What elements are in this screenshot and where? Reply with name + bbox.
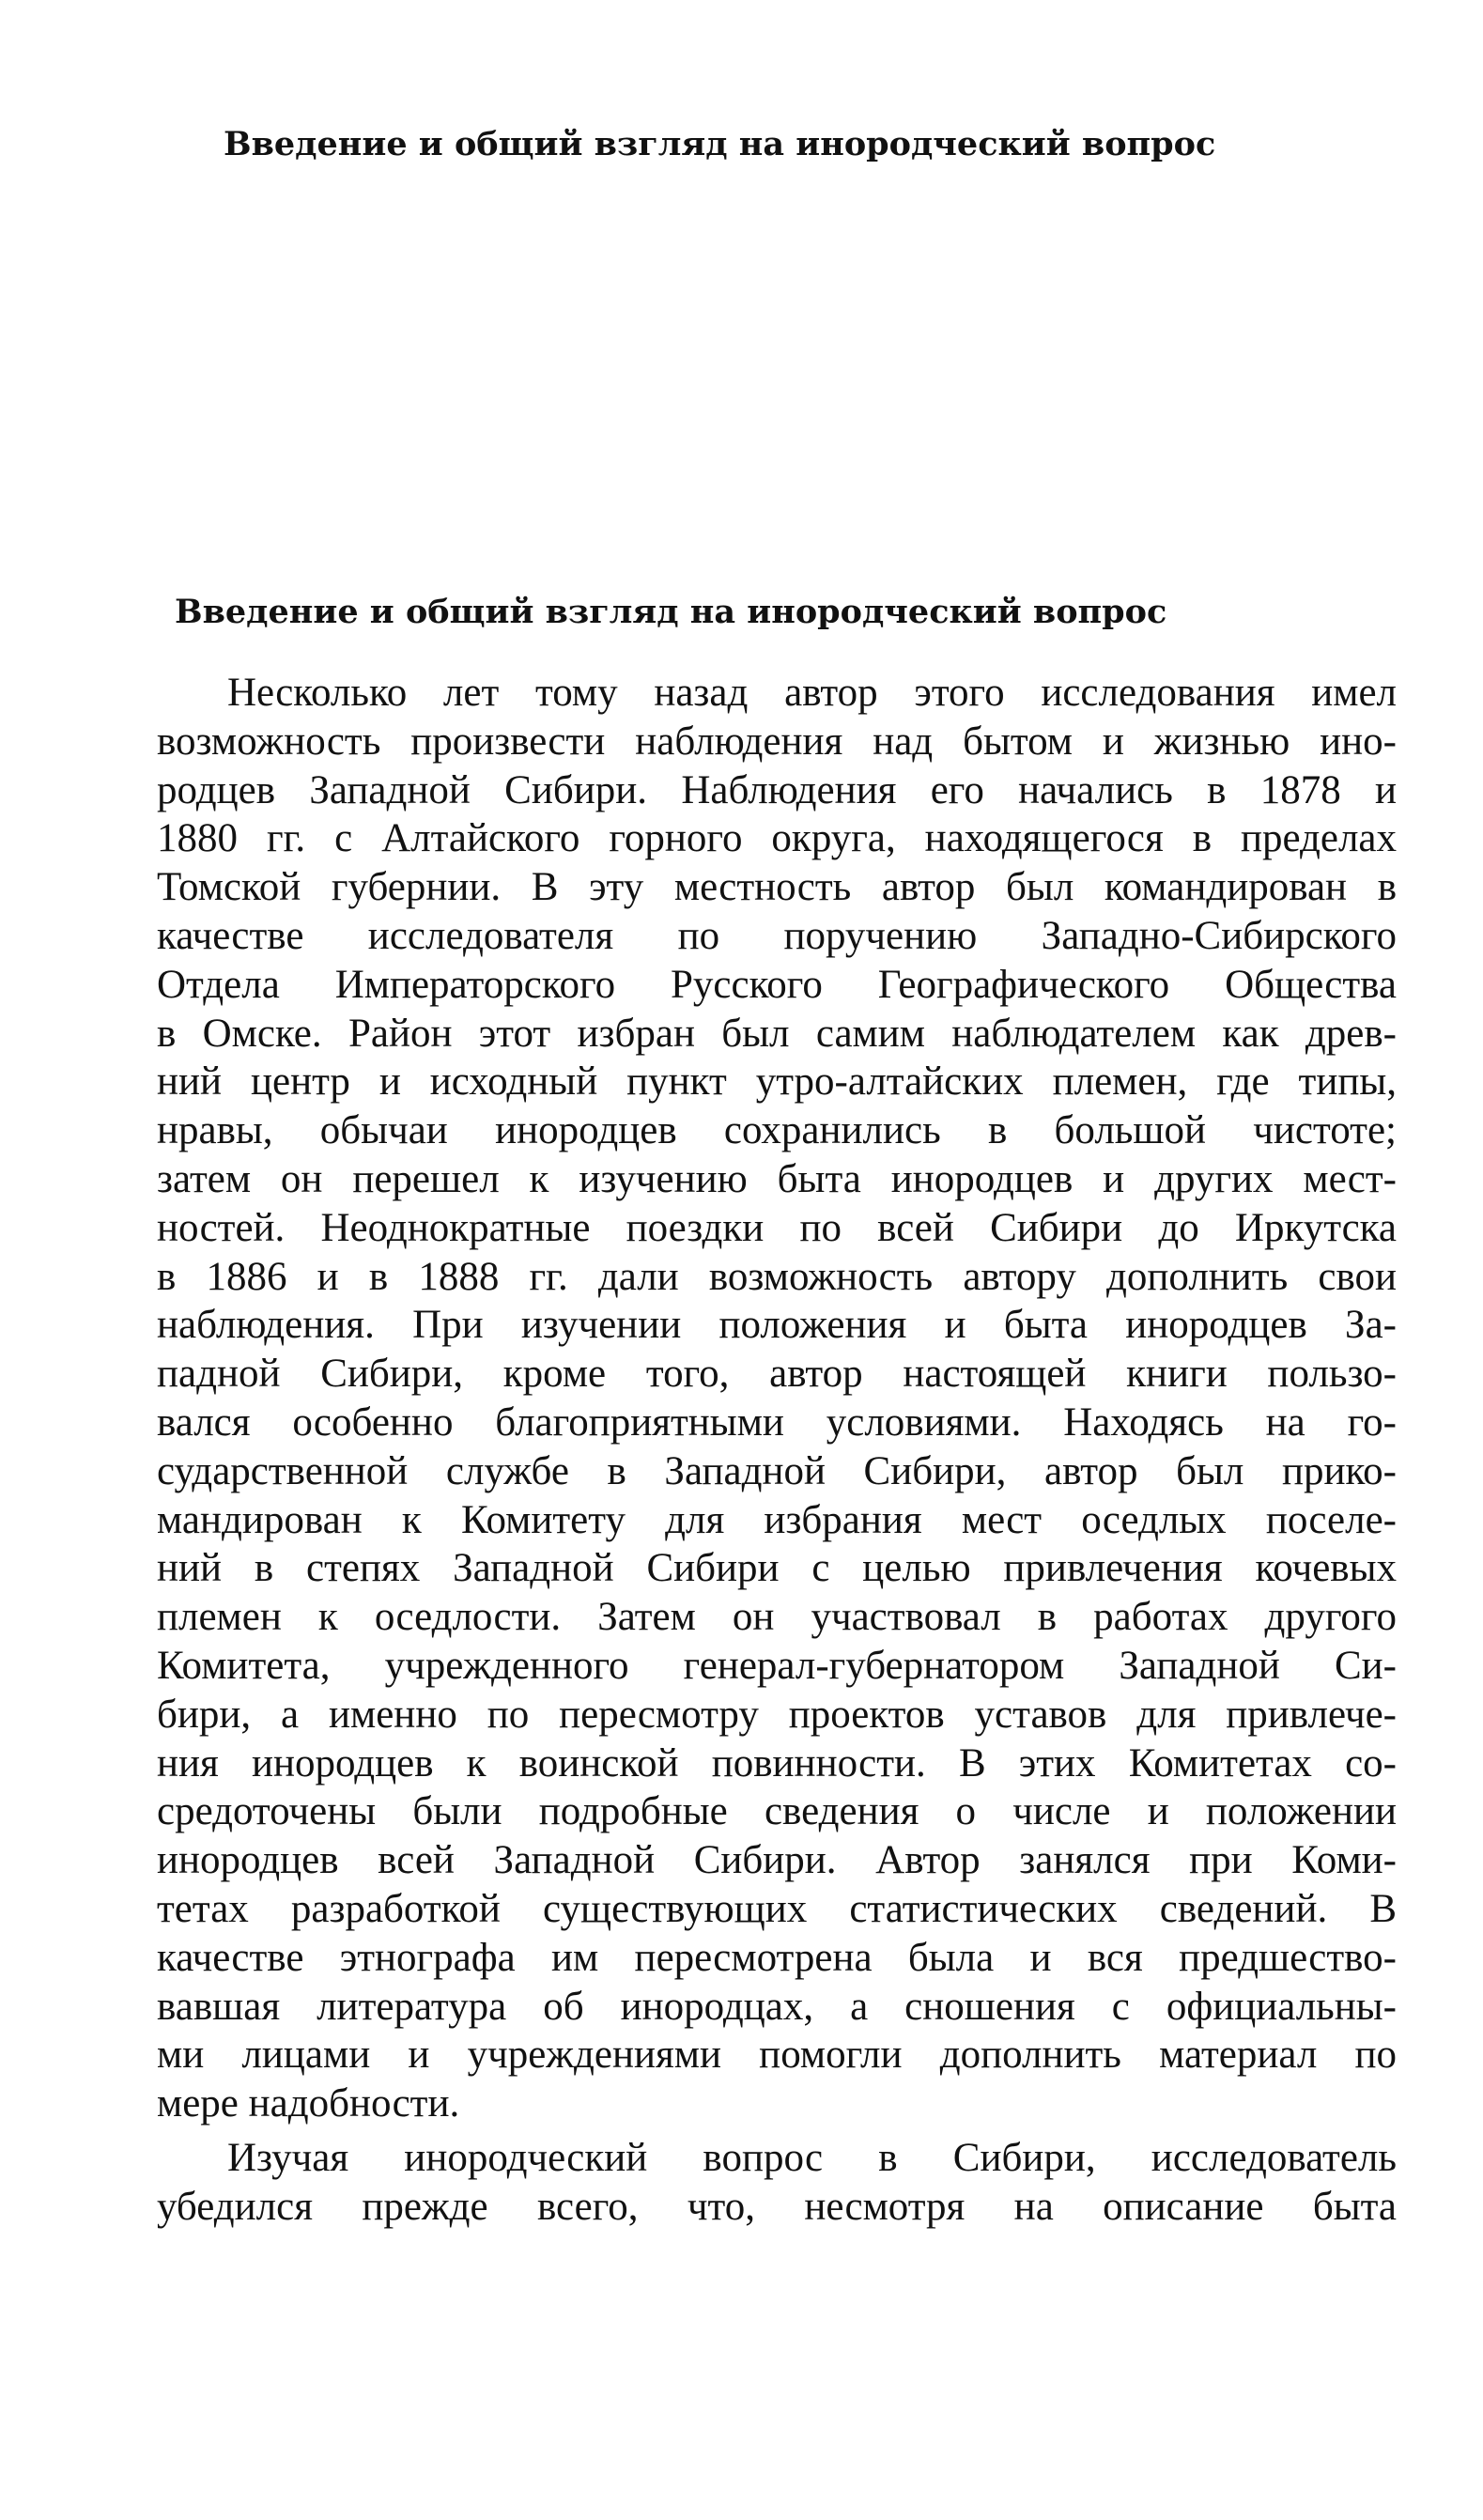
text-line: вался особенно благоприятными условиями. Находясь на го- xyxy=(157,1399,1397,1445)
text-line: тетах разработкой существующих статистических сведений. В xyxy=(157,1886,1397,1931)
text-line: средоточены были подробные сведения о числе и положении xyxy=(157,1789,1397,1834)
text-line: родцев Западной Сибири. Наблюдения его начались в 1878 и xyxy=(157,767,1397,812)
text-line: качестве исследователя по поручению Западно-Сибирского xyxy=(157,913,1397,958)
paragraph-1 xyxy=(157,669,1397,2128)
text-line: в 1886 и в 1888 гг. дали возможность автору дополнить свои xyxy=(157,1254,1397,1299)
text-line: ностей. Неоднократные поездки по всей Сибири до Иркутска xyxy=(157,1205,1397,1250)
text-line: ми лицами и учреждениями помогли дополнить материал по xyxy=(157,2033,1397,2078)
text-line: возможность произвести наблюдения над бытом и жизнью ино- xyxy=(157,719,1397,764)
text-line: Несколько лет тому назад автор этого исследования имел xyxy=(227,671,1397,715)
text-line: 1880 гг. с Алтайского горного округа, находящегося в пределах xyxy=(157,816,1397,861)
text-line: сударственной службе в Западной Сибири, автор был прико- xyxy=(157,1448,1397,1493)
text-line: племен к оседлости. Затем он участвовал в работах другого xyxy=(157,1595,1397,1640)
section-title: Введение и общий взгляд на инородческий вопрос xyxy=(175,593,1167,631)
text-line: ния инородцев к воинской повинности. В этих Комитетах со- xyxy=(157,1740,1397,1786)
text-line: инородцев всей Западной Сибири. Автор занялся при Коми- xyxy=(157,1838,1397,1883)
text-line: мере надобности. xyxy=(157,2081,460,2126)
text-line: ний центр и исходный пункт утро-алтайских племен, где типы, xyxy=(157,1059,1397,1105)
text-line: ний в степях Западной Сибири с целью привлечения кочевых xyxy=(157,1546,1397,1591)
text-line: вавшая литература об инородцах, а сношения с официальны- xyxy=(157,1984,1397,2029)
running-head: Введение и общий взгляд на инородческий вопрос xyxy=(224,125,1216,163)
text-line: в Омске. Район этот избран был самим наблюдателем как древ- xyxy=(157,1011,1397,1056)
paragraph-2 xyxy=(157,2134,1397,2232)
body-text xyxy=(157,669,1397,2232)
text-line: нравы, обычаи инородцев сохранились в большой чистоте; xyxy=(157,1108,1397,1153)
text-line: убедился прежде всего, что, несмотря на описание быта xyxy=(157,2184,1397,2229)
text-line: наблюдения. При изучении положения и быта инородцев За- xyxy=(157,1303,1397,1348)
text-line: качестве этнографа им пересмотрена была и вся предшество- xyxy=(157,1935,1397,1980)
text-line: бири, а именно по пересмотру проектов уставов для привлече- xyxy=(157,1692,1397,1737)
text-line: затем он перешел к изучению быта инородцев и других мест- xyxy=(157,1156,1397,1201)
text-line: Комитета, учрежденного генерал-губернатором Западной Си- xyxy=(157,1643,1397,1688)
text-line: Отдела Императорского Русского Географического Общества xyxy=(157,962,1397,1007)
text-line: Томской губернии. В эту местность автор был командирован в xyxy=(157,865,1397,910)
text-line: Изучая инородческий вопрос в Сибири, исследователь xyxy=(227,2135,1397,2180)
text-line: падной Сибири, кроме того, автор настоящей книги пользо- xyxy=(157,1352,1397,1397)
text-line: мандирован к Комитету для избрания мест оседлых поселе- xyxy=(157,1497,1397,1542)
